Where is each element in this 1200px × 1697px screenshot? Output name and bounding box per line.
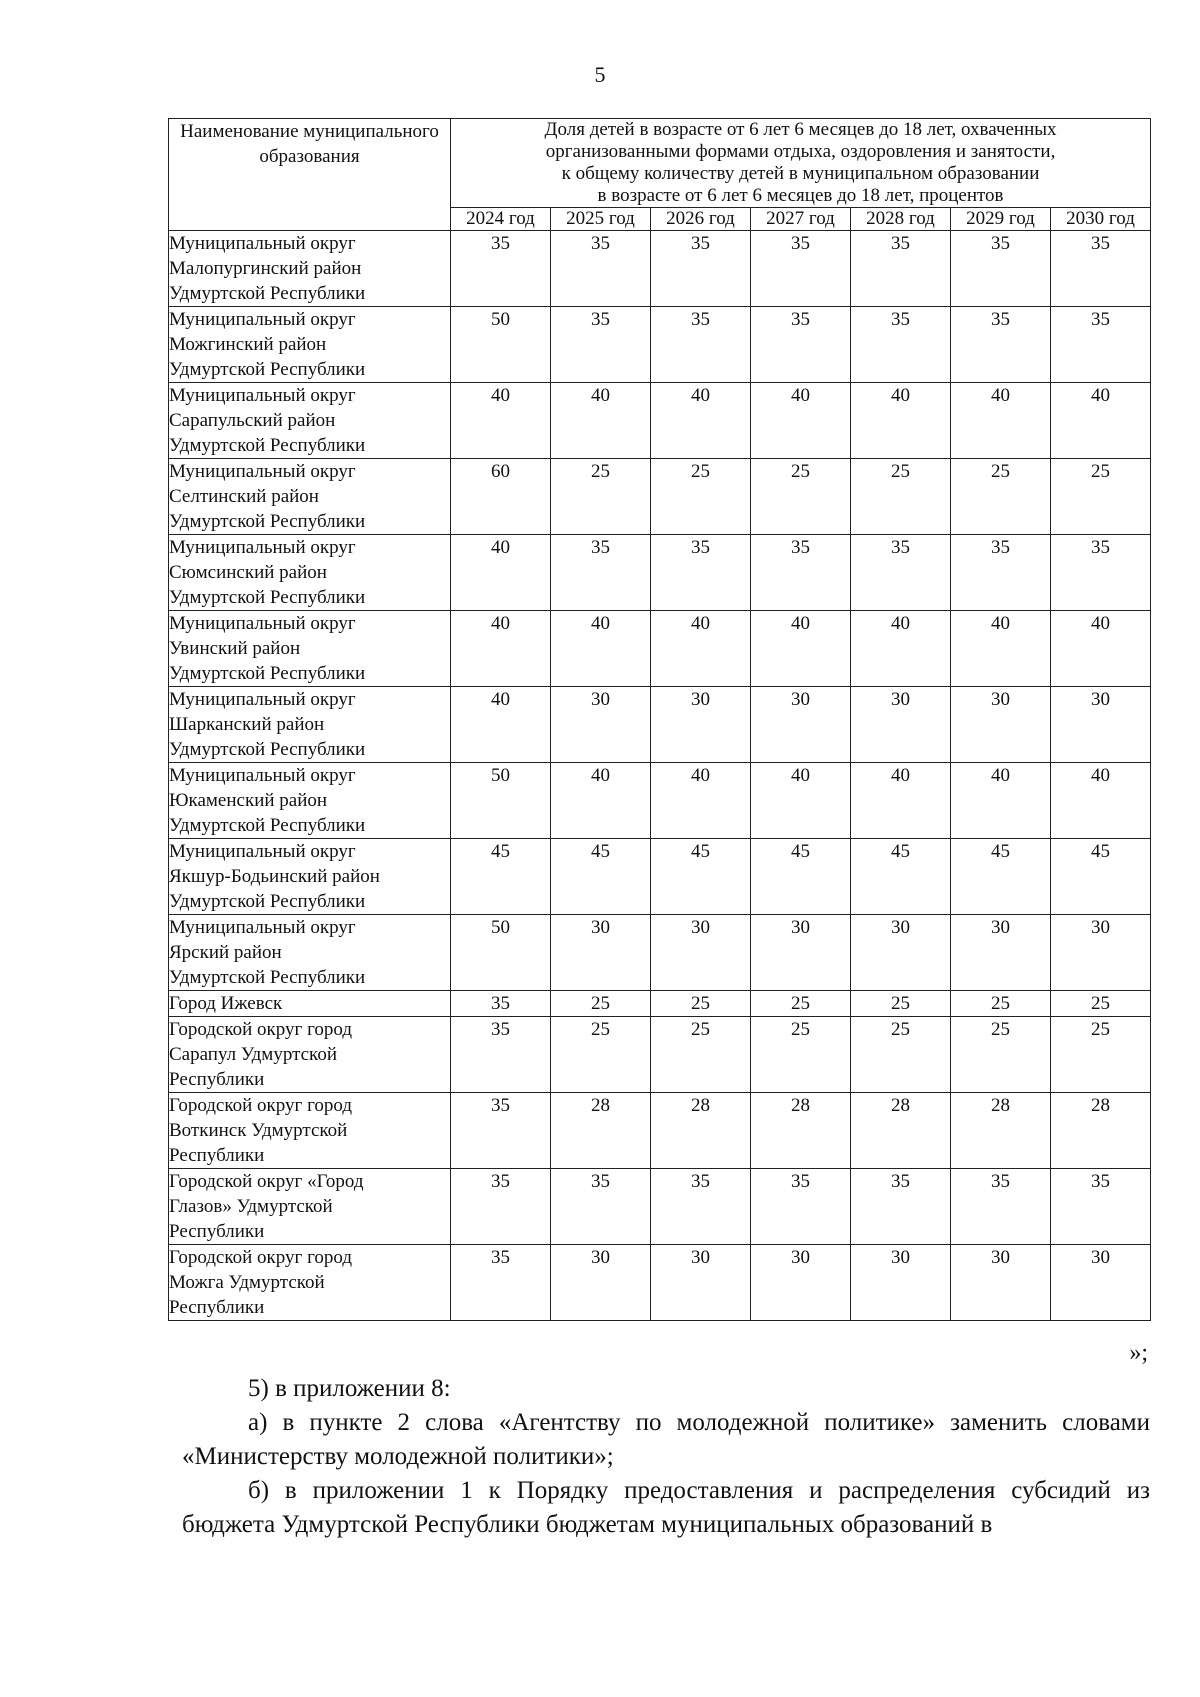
table-row: [169, 763, 1151, 839]
value-cell: 35: [451, 1017, 551, 1093]
value-cell: 45: [751, 839, 851, 915]
value-cell: 35: [1051, 1169, 1151, 1245]
municipality-name-line: Сюмсинский район: [169, 562, 327, 583]
value-header-line: Доля детей в возрасте от 6 лет 6 месяцев до 18 лет, охваченных: [544, 119, 1057, 140]
table-row: [169, 915, 1151, 991]
value-cell: 45: [851, 839, 951, 915]
value-cell: 40: [451, 535, 551, 611]
value-cell: 25: [551, 991, 651, 1017]
municipality-name-line: Муниципальный округ: [169, 461, 356, 482]
value-cell: 35: [1051, 231, 1151, 307]
table-row: [169, 383, 1151, 459]
municipality-name-line: Можга Удмуртской: [169, 1272, 325, 1293]
value-cell: 35: [651, 307, 751, 383]
value-cell: 50: [451, 763, 551, 839]
value-cell: 40: [551, 611, 651, 687]
municipality-name-line: Удмуртской Республики: [169, 967, 366, 988]
table-row: [169, 611, 1151, 687]
table-row: [169, 231, 1151, 307]
value-cell: 25: [651, 1017, 751, 1093]
municipality-name-cell: [169, 383, 451, 459]
value-cell: 30: [651, 687, 751, 763]
municipality-name-line: Увинский район: [169, 638, 301, 659]
value-cell: 35: [951, 307, 1051, 383]
value-header-line: в возрасте от 6 лет 6 месяцев до 18 лет, процентов: [597, 185, 1004, 206]
municipality-name-line: Муниципальный округ: [169, 917, 356, 938]
value-cell: 30: [1051, 915, 1151, 991]
value-cell: 40: [951, 763, 1051, 839]
municipality-name-line: Малопургинский район: [169, 258, 362, 279]
value-cell: 35: [751, 231, 851, 307]
municipality-name-line: Удмуртской Республики: [169, 359, 366, 380]
municipality-name-cell: [169, 839, 451, 915]
paragraph-item-b: б) в приложении 1 к Порядку предоставления и распределения субсидий из бюджета Удмуртской Республики бюджетам муниципальных образований в: [182, 1477, 1150, 1538]
municipality-name-line: Можгинский район: [169, 334, 327, 355]
value-cell: 40: [951, 383, 1051, 459]
municipality-name-line: Городской округ «Город: [169, 1171, 364, 1192]
value-cell: 30: [651, 1245, 751, 1321]
value-cell: 30: [951, 1245, 1051, 1321]
municipality-name-line: Удмуртской Республики: [169, 511, 366, 532]
value-cell: 35: [951, 231, 1051, 307]
municipality-name-cell: [169, 915, 451, 991]
municipality-name-line: Шарканский район: [169, 714, 325, 735]
value-cell: 35: [451, 991, 551, 1017]
value-cell: 35: [751, 307, 851, 383]
value-cell: 30: [951, 915, 1051, 991]
value-cell: 45: [651, 839, 751, 915]
table-row: [169, 1169, 1151, 1245]
municipality-name-line: Якшур-Бодьинский район: [169, 866, 380, 887]
table-row: [169, 839, 1151, 915]
municipality-name-line: Республики: [169, 1069, 265, 1090]
municipality-name-line: Юкаменский район: [169, 790, 328, 811]
value-cell: 40: [651, 611, 751, 687]
value-cell: 40: [451, 383, 551, 459]
municipality-name-line: Селтинский район: [169, 486, 319, 507]
value-cell: 25: [551, 1017, 651, 1093]
value-cell: 25: [951, 1017, 1051, 1093]
value-column-header: [451, 119, 1151, 208]
year-header: 2030 год: [1051, 208, 1151, 231]
municipality-name-line: Удмуртской Республики: [169, 283, 366, 304]
value-cell: 35: [851, 307, 951, 383]
value-cell: 25: [1051, 459, 1151, 535]
name-column-header: Наименование муниципального образования: [169, 119, 451, 231]
municipality-name-line: Сарапульский район: [169, 410, 336, 431]
value-cell: 28: [1051, 1093, 1151, 1169]
value-cell: 40: [851, 611, 951, 687]
municipality-name-cell: [169, 535, 451, 611]
value-cell: 30: [851, 1245, 951, 1321]
value-cell: 35: [551, 231, 651, 307]
value-cell: 40: [551, 763, 651, 839]
year-header: 2025 год: [551, 208, 651, 231]
value-cell: 40: [651, 763, 751, 839]
value-cell: 35: [951, 1169, 1051, 1245]
value-cell: 35: [751, 1169, 851, 1245]
municipality-name-line: Удмуртской Республики: [169, 435, 366, 456]
municipality-name-line: Республики: [169, 1221, 265, 1242]
municipality-name-line: Муниципальный округ: [169, 765, 356, 786]
value-cell: 25: [651, 991, 751, 1017]
value-cell: 30: [951, 687, 1051, 763]
value-cell: 30: [551, 915, 651, 991]
municipality-name-cell: [169, 991, 451, 1017]
municipality-name-line: Муниципальный округ: [169, 841, 356, 862]
municipality-name-line: Муниципальный округ: [169, 309, 356, 330]
value-cell: 25: [751, 459, 851, 535]
value-cell: 35: [1051, 535, 1151, 611]
value-cell: 35: [951, 535, 1051, 611]
value-cell: 28: [751, 1093, 851, 1169]
municipality-name-cell: [169, 1017, 451, 1093]
municipality-name-line: Городской округ город: [169, 1095, 353, 1116]
value-cell: 25: [551, 459, 651, 535]
value-cell: 25: [1051, 991, 1151, 1017]
value-cell: 40: [451, 611, 551, 687]
municipality-name-line: Удмуртской Республики: [169, 663, 366, 684]
year-header: 2024 год: [451, 208, 551, 231]
value-cell: 40: [751, 611, 851, 687]
value-cell: 25: [951, 991, 1051, 1017]
municipality-name-line: Удмуртской Республики: [169, 891, 366, 912]
value-cell: 40: [1051, 763, 1151, 839]
year-header: 2026 год: [651, 208, 751, 231]
value-cell: 35: [451, 231, 551, 307]
municipality-name-line: Воткинск Удмуртской: [169, 1120, 348, 1141]
municipality-name-line: Сарапул Удмуртской: [169, 1044, 337, 1065]
value-cell: 40: [651, 383, 751, 459]
value-cell: 45: [451, 839, 551, 915]
municipality-name-line: Удмуртской Республики: [169, 739, 366, 760]
value-cell: 35: [551, 1169, 651, 1245]
value-cell: 30: [851, 915, 951, 991]
value-cell: 30: [1051, 687, 1151, 763]
value-cell: 35: [851, 535, 951, 611]
page-number: 5: [594, 62, 606, 87]
value-cell: 25: [851, 459, 951, 535]
table-row: [169, 1093, 1151, 1169]
municipality-name-line: Удмуртской Республики: [169, 815, 366, 836]
value-cell: 35: [751, 535, 851, 611]
municipality-name-line: Городской округ город: [169, 1247, 353, 1268]
value-cell: 40: [451, 687, 551, 763]
value-header-line: к общему количеству детей в муниципальном образовании: [561, 163, 1040, 184]
value-cell: 28: [951, 1093, 1051, 1169]
value-cell: 45: [1051, 839, 1151, 915]
value-cell: 25: [951, 459, 1051, 535]
municipality-name-line: Муниципальный округ: [169, 385, 356, 406]
value-cell: 35: [651, 231, 751, 307]
year-header: 2028 год: [851, 208, 951, 231]
data-table: [168, 118, 1151, 1321]
value-cell: 50: [451, 307, 551, 383]
municipality-name-cell: [169, 1093, 451, 1169]
value-cell: 30: [1051, 1245, 1151, 1321]
value-cell: 35: [551, 307, 651, 383]
value-cell: 35: [451, 1169, 551, 1245]
value-cell: 60: [451, 459, 551, 535]
municipality-name-cell: [169, 1169, 451, 1245]
municipality-name-line: Удмуртской Республики: [169, 587, 366, 608]
value-cell: 45: [551, 839, 651, 915]
value-cell: 25: [751, 991, 851, 1017]
municipality-name-line: Муниципальный округ: [169, 233, 356, 254]
value-cell: 35: [851, 1169, 951, 1245]
value-cell: 35: [651, 535, 751, 611]
municipality-name-line: Городской округ город: [169, 1019, 353, 1040]
municipality-name-line: Республики: [169, 1145, 265, 1166]
municipality-name-line: Глазов» Удмуртской: [169, 1196, 333, 1217]
value-cell: 30: [851, 687, 951, 763]
value-cell: 35: [1051, 307, 1151, 383]
value-cell: 28: [551, 1093, 651, 1169]
value-cell: 40: [851, 383, 951, 459]
closing-quote-mark: »;: [1129, 1340, 1148, 1366]
municipality-name-line: Город Ижевск: [169, 993, 283, 1014]
municipality-name-cell: [169, 459, 451, 535]
value-cell: 35: [451, 1093, 551, 1169]
value-cell: 28: [851, 1093, 951, 1169]
table-row: [169, 1017, 1151, 1093]
value-cell: 45: [951, 839, 1051, 915]
municipality-name-line: Республики: [169, 1297, 265, 1318]
paragraph-item-a: а) в пункте 2 слова «Агентству по молодежной политике» заменить словами «Министерству молодежной политики»;: [182, 1409, 1150, 1470]
value-cell: 35: [851, 231, 951, 307]
municipality-name-line: Ярский район: [169, 942, 282, 963]
municipality-name-cell: [169, 307, 451, 383]
value-cell: 28: [651, 1093, 751, 1169]
municipality-name-line: Муниципальный округ: [169, 613, 356, 634]
municipality-name-line: Муниципальный округ: [169, 537, 356, 558]
value-cell: 25: [651, 459, 751, 535]
table-row: [169, 459, 1151, 535]
table-body: [169, 231, 1151, 1321]
value-cell: 30: [751, 687, 851, 763]
municipality-name-cell: [169, 231, 451, 307]
value-cell: 40: [1051, 383, 1151, 459]
municipality-name-line: Муниципальный округ: [169, 689, 356, 710]
paragraph-item-5: 5) в приложении 8:: [248, 1375, 451, 1402]
value-header-line: организованными формами отдыха, оздоровления и занятости,: [545, 141, 1056, 162]
value-cell: 30: [751, 1245, 851, 1321]
value-cell: 25: [1051, 1017, 1151, 1093]
value-cell: 25: [851, 991, 951, 1017]
municipality-name-cell: [169, 687, 451, 763]
value-cell: 35: [551, 535, 651, 611]
value-cell: 30: [551, 1245, 651, 1321]
value-cell: 40: [751, 383, 851, 459]
table-row: [169, 1245, 1151, 1321]
value-cell: 35: [451, 1245, 551, 1321]
table-row: [169, 991, 1151, 1017]
table-row: [169, 687, 1151, 763]
year-header: 2027 год: [751, 208, 851, 231]
value-cell: 35: [651, 1169, 751, 1245]
value-cell: 30: [651, 915, 751, 991]
value-cell: 40: [1051, 611, 1151, 687]
value-cell: 25: [751, 1017, 851, 1093]
value-cell: 40: [551, 383, 651, 459]
municipality-name-cell: [169, 763, 451, 839]
year-header: 2029 год: [951, 208, 1051, 231]
value-cell: 40: [751, 763, 851, 839]
municipality-name-cell: [169, 1245, 451, 1321]
value-cell: 30: [751, 915, 851, 991]
value-cell: 25: [851, 1017, 951, 1093]
value-cell: 40: [851, 763, 951, 839]
value-cell: 40: [951, 611, 1051, 687]
table-row: [169, 535, 1151, 611]
municipality-name-cell: [169, 611, 451, 687]
value-cell: 30: [551, 687, 651, 763]
table-row: [169, 307, 1151, 383]
value-cell: 50: [451, 915, 551, 991]
